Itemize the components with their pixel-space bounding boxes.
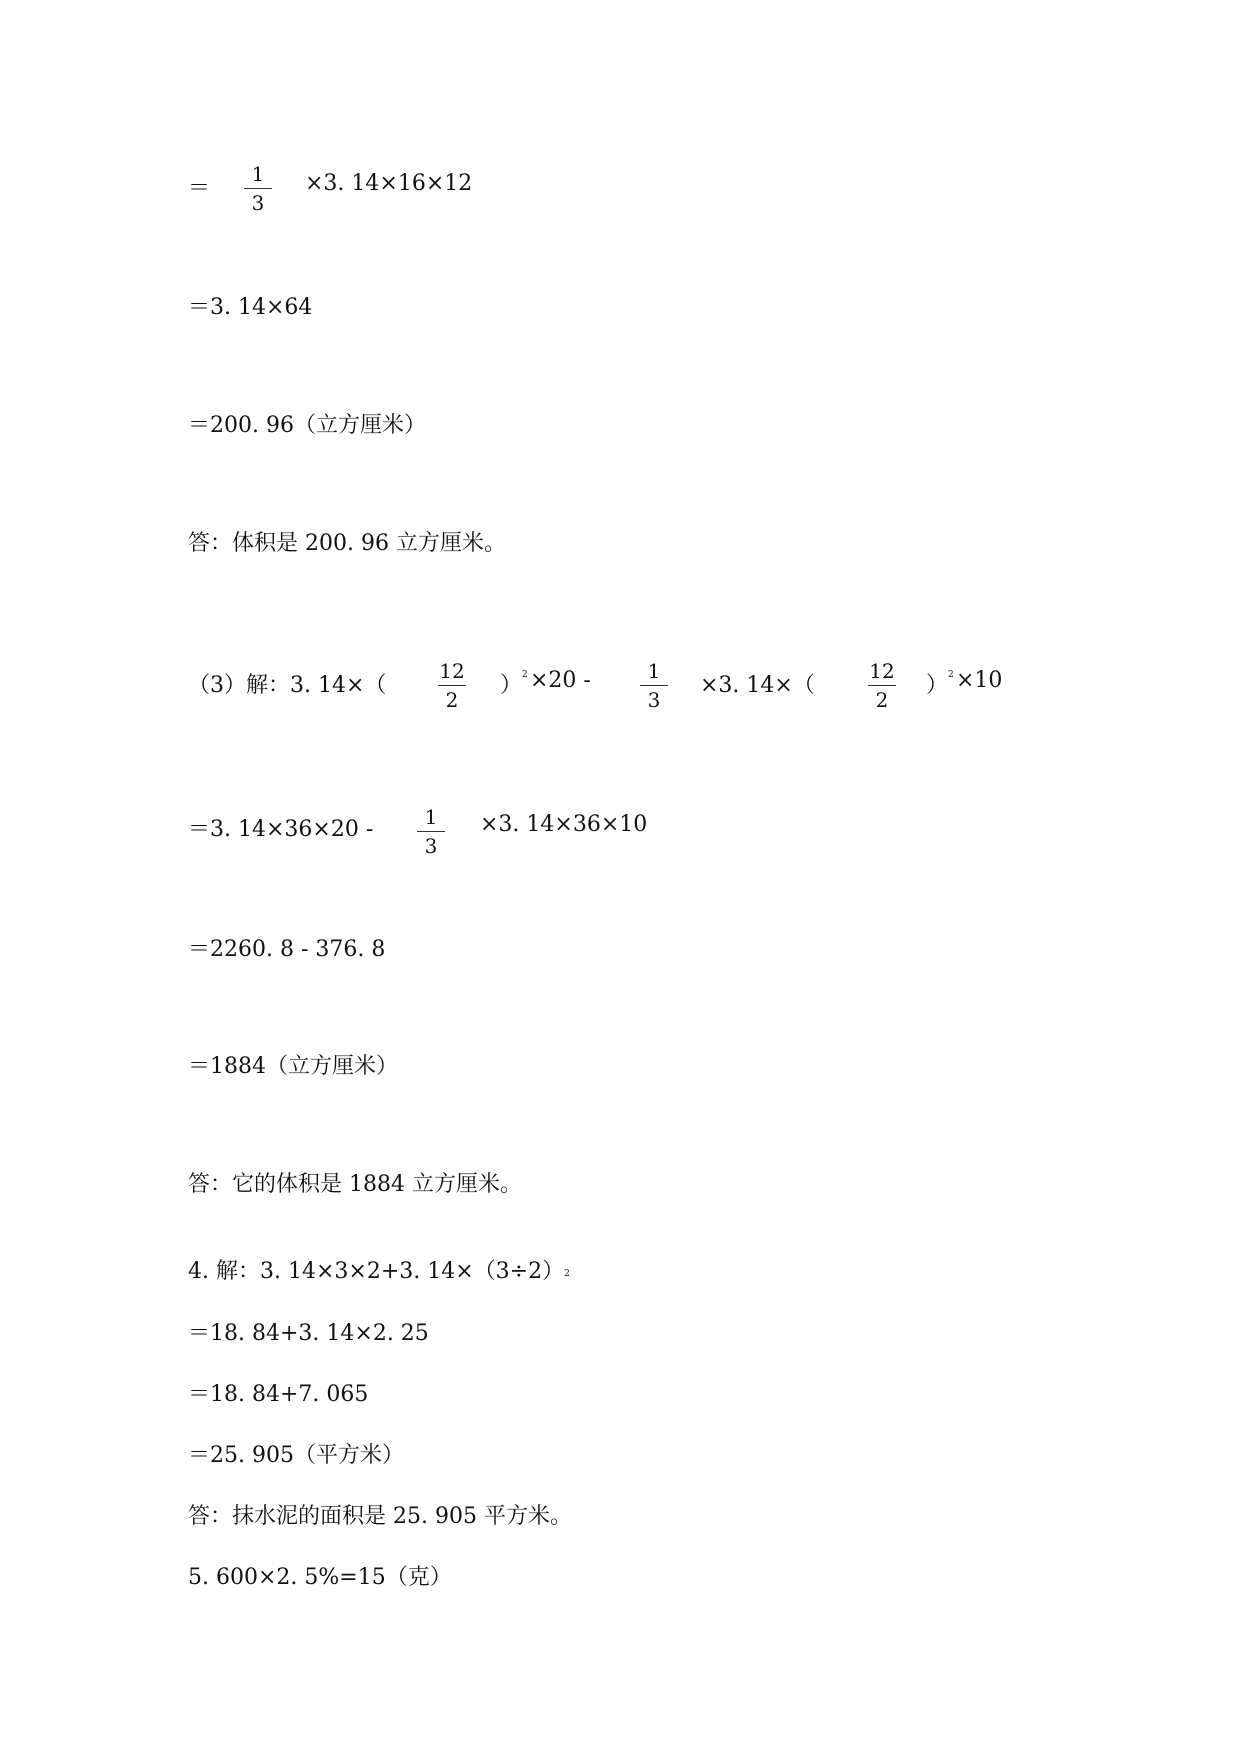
expression-text: ×3. 14×16×12 xyxy=(305,171,473,196)
fraction-numerator: 12 xyxy=(869,659,895,683)
fraction-denominator: 3 xyxy=(424,834,438,858)
equation-line: ＝2260. 8 - 376. 8 xyxy=(188,937,386,962)
equation-line: ＝18. 84+7. 065 xyxy=(188,1382,369,1407)
fraction-numerator: 1 xyxy=(251,162,265,186)
fraction-denominator: 3 xyxy=(647,688,661,712)
superscript-two: 2 xyxy=(564,1269,570,1279)
expression-text: ×20 - xyxy=(530,668,591,693)
expression-text: ×3. 14×（ xyxy=(700,673,815,698)
fraction-bar xyxy=(640,685,668,686)
superscript-two: 2 xyxy=(522,670,528,680)
fraction-bar xyxy=(244,188,272,189)
answer-line: 答：体积是 200. 96 立方厘米。 xyxy=(188,531,506,556)
fraction-numerator: 1 xyxy=(647,659,661,683)
fraction-one-third xyxy=(634,659,674,712)
answer-line: 答：它的体积是 1884 立方厘米。 xyxy=(188,1172,522,1197)
fraction-twelve-halves xyxy=(432,659,472,712)
equals-sign: ＝ xyxy=(188,176,211,201)
fraction-one-third xyxy=(411,805,451,858)
expression-text: 4. 解：3. 14×3×2+3. 14×（3÷2） xyxy=(188,1259,565,1284)
solution-label: （3）解：3. 14×（ xyxy=(188,673,387,698)
answer-line: 答：抹水泥的面积是 25. 905 平方米。 xyxy=(188,1504,572,1529)
fraction-bar xyxy=(438,685,466,686)
fraction-numerator: 1 xyxy=(424,805,438,829)
expression-text: ×3. 14×36×10 xyxy=(480,812,648,837)
solution-line: 5. 600×2. 5%=15（克） xyxy=(188,1565,452,1590)
equation-line: ＝1884（立方厘米） xyxy=(188,1054,398,1079)
equation-line: ＝200. 96（立方厘米） xyxy=(188,413,426,438)
solution-line xyxy=(188,1257,570,1287)
fraction-twelve-halves xyxy=(862,659,902,712)
close-paren xyxy=(500,668,528,699)
fraction-denominator: 2 xyxy=(445,688,459,712)
equation-line: ＝18. 84+3. 14×2. 25 xyxy=(188,1321,429,1346)
equation-line: ＝25. 905（平方米） xyxy=(188,1443,404,1468)
paren-text: ） xyxy=(500,673,523,698)
close-paren xyxy=(926,668,954,699)
paren-text: ） xyxy=(926,673,949,698)
fraction-one-third xyxy=(238,162,278,215)
expression-text: ×10 xyxy=(956,668,1003,693)
fraction-numerator: 12 xyxy=(439,659,465,683)
expression-text: ＝3. 14×36×20 - xyxy=(188,817,374,842)
equation-line: ＝3. 14×64 xyxy=(188,295,313,320)
fraction-bar xyxy=(868,685,896,686)
fraction-denominator: 2 xyxy=(875,688,889,712)
fraction-bar xyxy=(417,831,445,832)
fraction-denominator: 3 xyxy=(251,191,265,215)
superscript-two: 2 xyxy=(948,670,954,680)
